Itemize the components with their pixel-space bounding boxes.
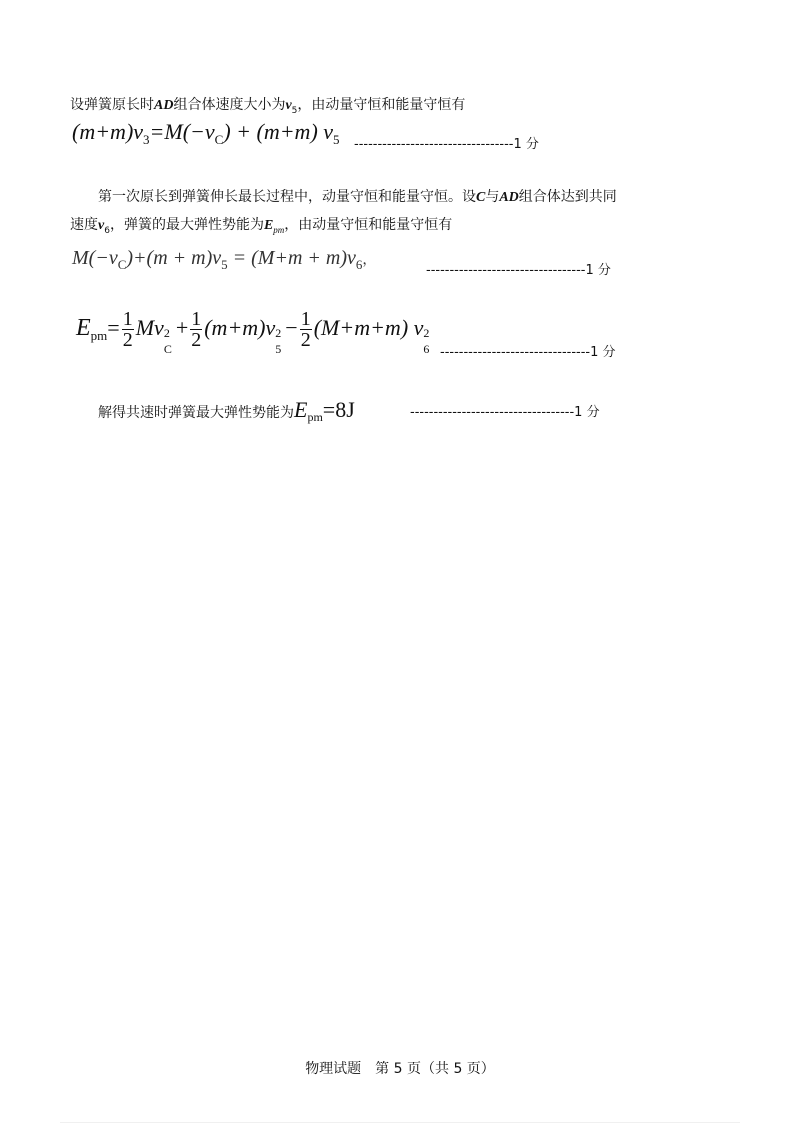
eq4-val: =8J — [322, 397, 355, 422]
eq1-lhs-sub: 3 — [143, 132, 150, 147]
equation-3 — [76, 308, 433, 356]
eq3-frac-2-num: 1 — [191, 308, 202, 331]
score-4: -----------------------------------1 分 — [410, 405, 600, 420]
eq3-frac-1 — [122, 309, 134, 350]
page-footer: 物理试题 第 5 页（共 5 页） — [305, 1061, 495, 1077]
eq1-rhs: ) + (m+m) v — [223, 119, 334, 144]
p2-ad: AD — [499, 190, 519, 205]
p1-text-c: ，由动量守恒和能量守恒有 — [297, 97, 466, 113]
eq3-frac-1-num: 1 — [122, 308, 133, 331]
paragraph-1 — [70, 96, 465, 120]
eq2-b: )+(m + m)v — [126, 247, 222, 269]
p3-e-sub: pm — [273, 224, 285, 235]
p3-text-c: ，由动量守恒和能量守恒有 — [284, 217, 453, 233]
eq3-frac-1-den: 2 — [122, 329, 133, 352]
eq4-e: E — [294, 397, 308, 422]
eq3-t2: (m+m)v — [204, 315, 276, 340]
p1-text-b: 组合体速度大小为 — [173, 97, 286, 113]
p1-text-a: 设弹簧原长时 — [70, 97, 154, 113]
eq3-t3: (M+m+m) v — [313, 315, 424, 340]
eq3-t1-sub: C — [163, 341, 172, 356]
eq3-minus: − — [285, 315, 298, 340]
eq2-b-sub: 5 — [221, 257, 228, 272]
p4-text: 解得共速时弹簧最大弹性势能为 — [98, 405, 294, 421]
eq3-t3-scripts — [423, 315, 433, 356]
eq3-t2-scripts — [275, 315, 285, 356]
eq3-t1: Mv — [135, 315, 164, 340]
eq3-plus: + — [175, 315, 189, 340]
eq3-t1-scripts — [163, 315, 176, 356]
eq3-t1-sup: 2 — [163, 325, 170, 340]
eq3-frac-3-num: 1 — [300, 308, 311, 331]
score-1: ----------------------------------1 分 — [354, 137, 539, 152]
eq3-t3-sub: 6 — [423, 341, 430, 356]
score-2: ----------------------------------1 分 — [426, 263, 611, 278]
p3-text-a: 速度 — [70, 217, 98, 233]
p2-text-b: 与 — [485, 189, 500, 205]
eq3-frac-3 — [300, 309, 312, 350]
eq1-lhs: (m+m)v — [72, 119, 144, 144]
p3-text-b: ，弹簧的最大弹性势能为 — [109, 217, 264, 233]
p3-v-sub: 6 — [104, 225, 110, 236]
p3-e: E — [263, 218, 274, 233]
bottom-divider — [60, 1122, 740, 1123]
p1-v: v — [285, 98, 292, 113]
equation-2 — [72, 244, 376, 279]
eq2-a: M(−v — [72, 247, 118, 269]
eq4-e-sub: pm — [307, 410, 323, 424]
eq3-t2-sup: 2 — [275, 325, 282, 340]
p1-ad: AD — [154, 98, 174, 113]
eq2-c-sub: 6 — [355, 257, 363, 272]
paragraph-3 — [70, 216, 452, 240]
score-3: --------------------------------1 分 — [440, 345, 616, 360]
eq1-mid-sub: C — [214, 132, 224, 147]
eq3-eq: = — [107, 315, 120, 340]
paragraph-2 — [98, 188, 617, 207]
p2-c: C — [476, 190, 486, 205]
eq3-t3-sup: 2 — [423, 325, 430, 340]
eq3-frac-3-den: 2 — [300, 329, 311, 352]
paragraph-4 — [98, 396, 355, 431]
eq3-e: E — [76, 315, 91, 341]
p2-text-a: 第一次原长到弹簧伸长最长过程中，动量守恒和能量守恒。设 — [98, 189, 476, 205]
p2-text-c: 组合体达到共同 — [518, 189, 617, 205]
p1-v-sub: 5 — [291, 105, 298, 116]
eq1-rhs-sub: 5 — [333, 132, 340, 147]
eq3-frac-2 — [190, 309, 202, 350]
eq3-frac-2-den: 2 — [191, 329, 202, 352]
eq1-mid: =M(−v — [149, 119, 215, 144]
p3-v: v — [98, 218, 105, 233]
equation-1 — [72, 118, 340, 154]
eq2-comma: ， — [362, 252, 377, 268]
eq3-e-sub: pm — [90, 328, 108, 343]
eq2-c: = (M+m + m)v — [227, 247, 356, 269]
eq3-t2-sub: 5 — [275, 341, 282, 356]
eq2-a-sub: C — [117, 257, 127, 272]
